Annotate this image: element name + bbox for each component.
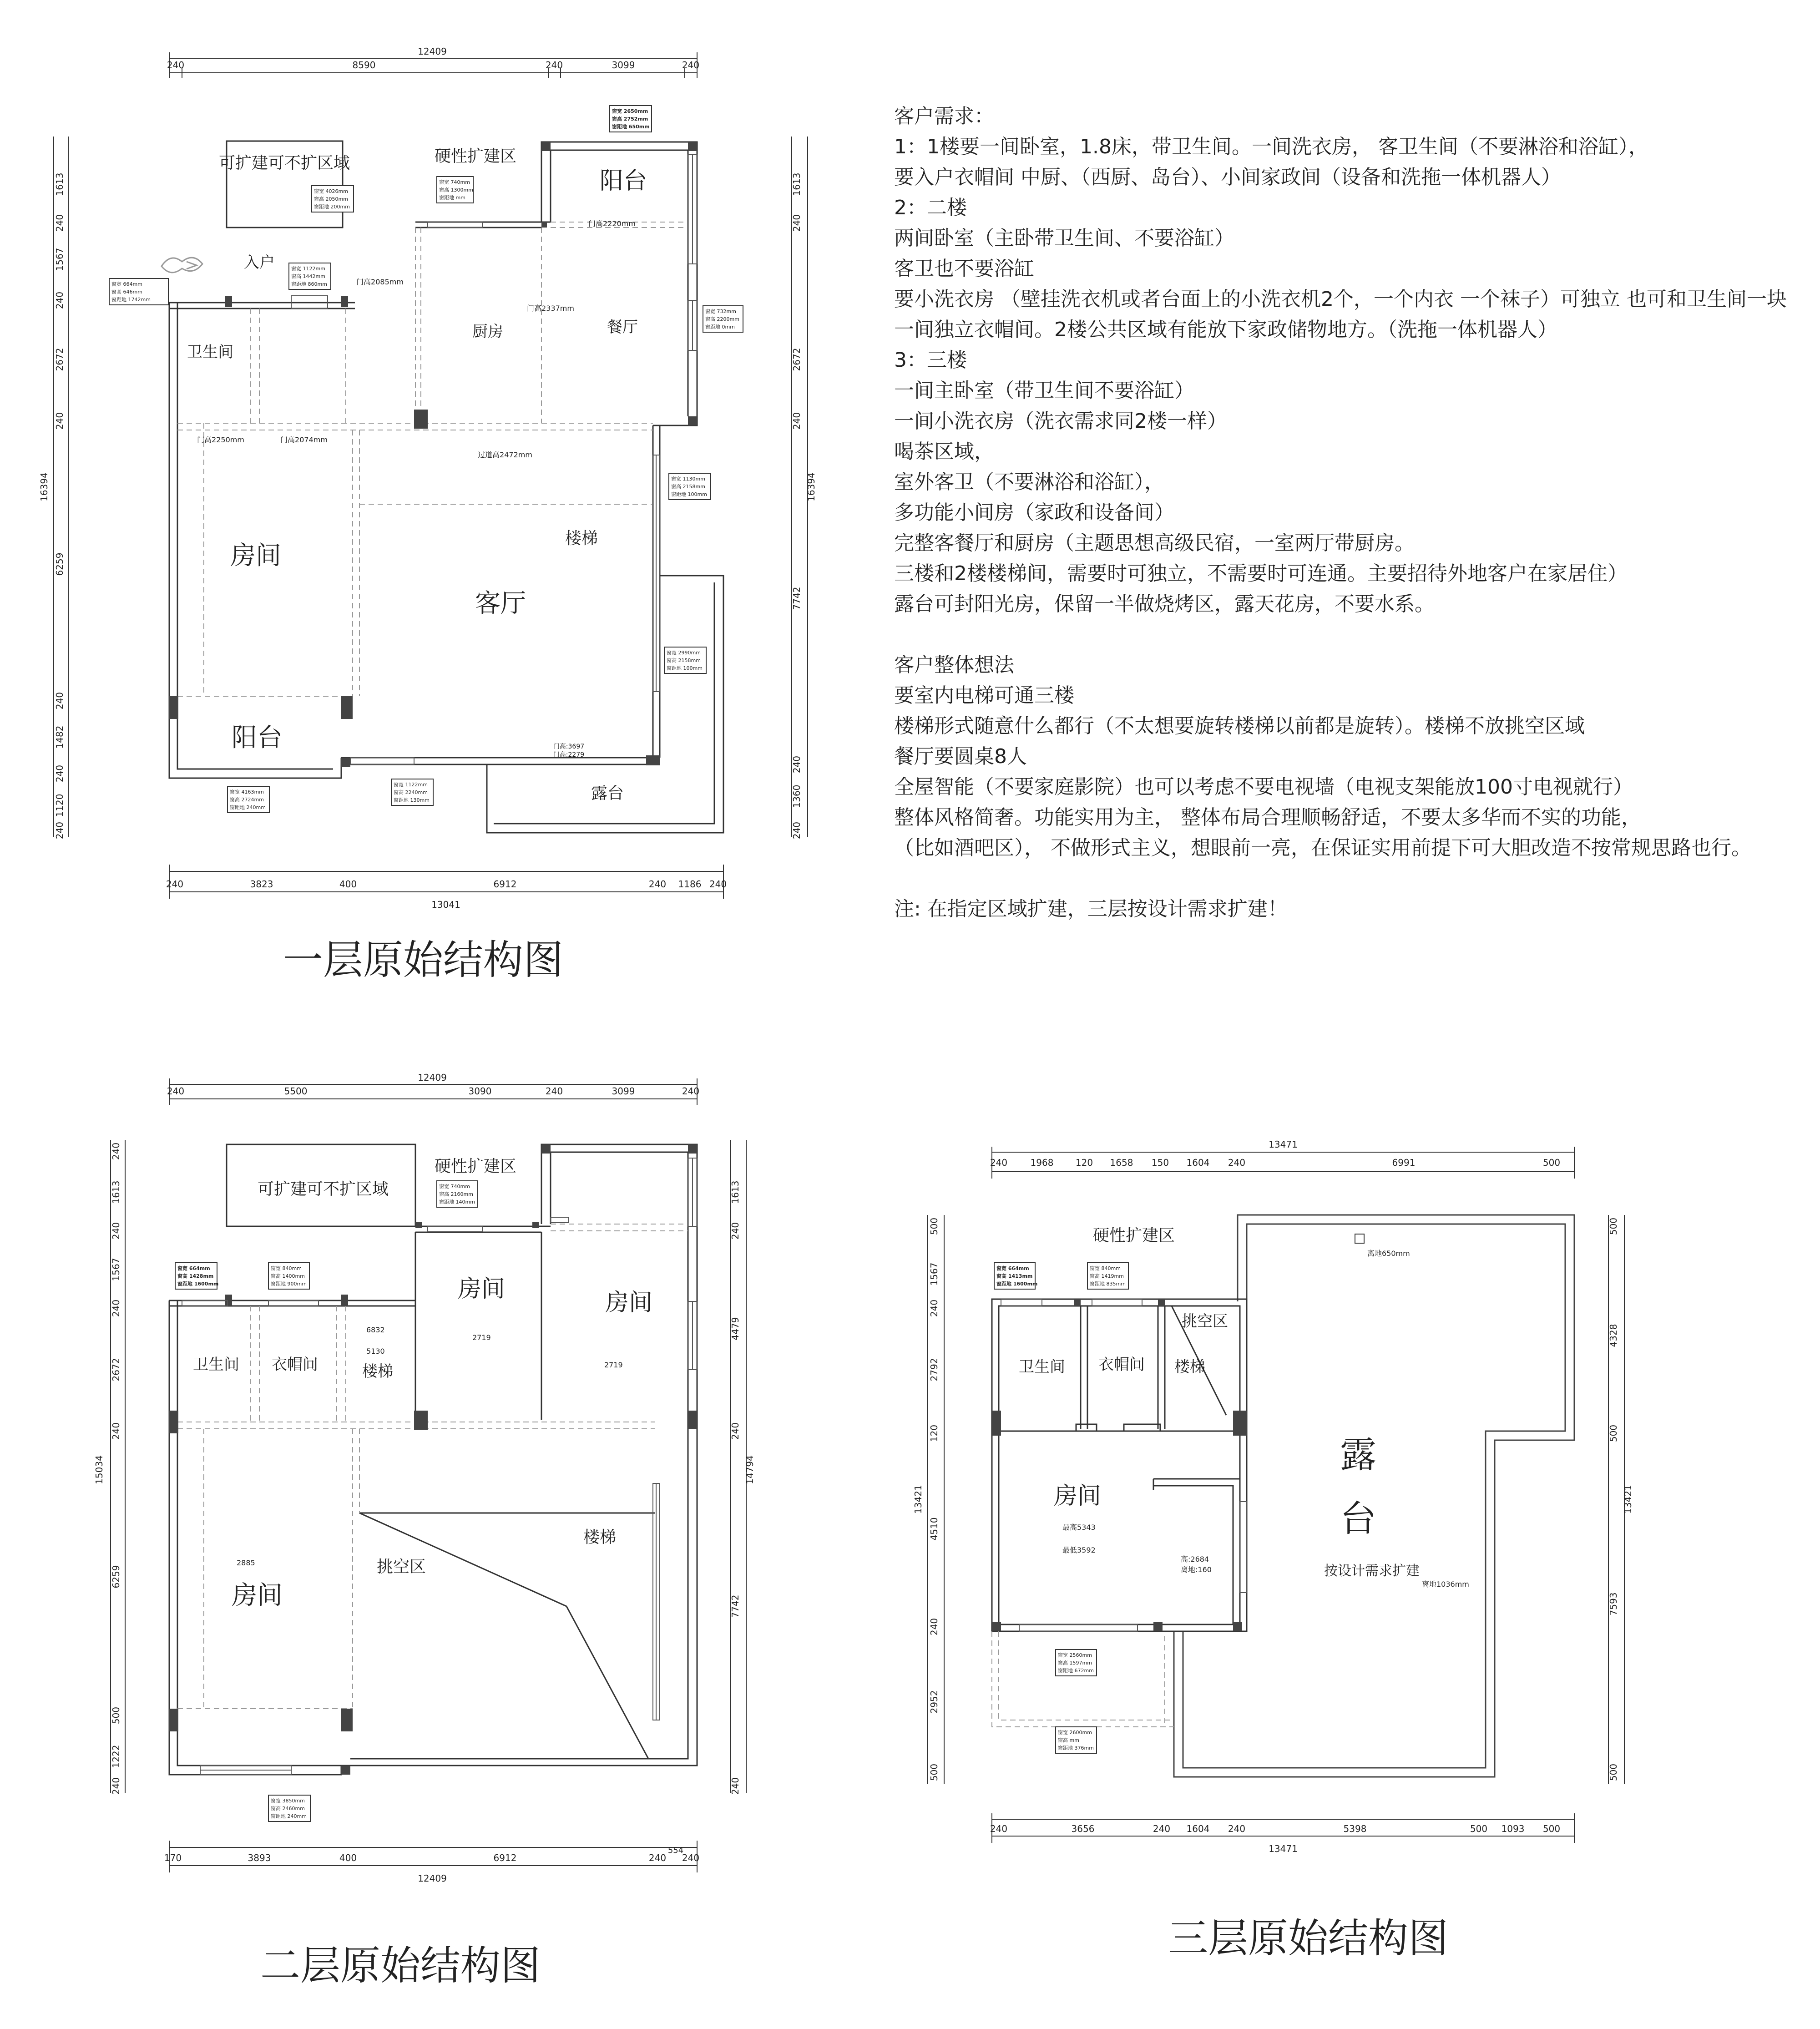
floor3-bottom-dim-8: 1093 — [1501, 1823, 1525, 1834]
floor2-bottom-dim-3: 400 — [339, 1852, 357, 1863]
floor1-left-dim-11: 1120 — [54, 794, 65, 817]
svg-text:窗高 1597mm: 窗高 1597mm — [1058, 1660, 1092, 1666]
floor1-window-box-2 — [312, 186, 354, 212]
floor2-right-dim-3: 4479 — [730, 1317, 741, 1341]
floor1-right-dim-1: 1613 — [791, 172, 802, 196]
floor1-left-total: 16394 — [39, 472, 50, 501]
floor2-note-2719a: 2719 — [472, 1333, 491, 1342]
svg-text:窗宽 2990mm: 窗宽 2990mm — [667, 650, 701, 656]
floor1-bottom-dim-6: 1186 — [678, 879, 702, 890]
floor3-window-box-3 — [1056, 1650, 1097, 1676]
floor2-title: 二层原始结构图 — [260, 1942, 541, 1989]
svg-text:窗高 1400mm: 窗高 1400mm — [271, 1273, 305, 1279]
req-spacer-1 — [894, 619, 1804, 650]
floor3-window-box-4 — [1056, 1727, 1097, 1753]
svg-text:窗距地 376mm: 窗距地 376mm — [1058, 1745, 1094, 1751]
req-line-1: 客户需求： — [894, 105, 994, 128]
floor1-window-box-5 — [109, 278, 168, 305]
floor2-label-expand-optional: 可扩建可不扩区域 — [257, 1180, 389, 1199]
svg-text:窗距地 1742mm: 窗距地 1742mm — [111, 297, 151, 303]
svg-text:窗高 mm: 窗高 mm — [1058, 1737, 1079, 1743]
floor1-window-box-7 — [669, 473, 711, 500]
floor1-left-dim-6: 240 — [54, 412, 65, 430]
svg-text:窗距地 835mm: 窗距地 835mm — [1090, 1281, 1126, 1287]
svg-text:窗宽 840mm: 窗宽 840mm — [1090, 1265, 1121, 1271]
floor3-top-dim-1: 240 — [990, 1157, 1008, 1168]
svg-text:窗高 1442mm: 窗高 1442mm — [291, 273, 325, 279]
req-line-15: 完整客餐厅和厨房（主题思想高级民宿，一室两厅带厨房。 — [894, 531, 1415, 555]
floor3-window-box-2 — [1087, 1263, 1128, 1289]
floor3-right-dim-1: 500 — [1608, 1217, 1619, 1235]
req-line-4: 2：二楼 — [894, 196, 967, 219]
floor1-window-box-4 — [289, 263, 331, 289]
floor2-window-box-4 — [268, 1795, 310, 1822]
floor2-label-room-c: 房间 — [232, 1581, 283, 1610]
floor3-dashed-lines — [992, 1631, 1174, 1727]
floor2-window-box-1 — [437, 1181, 478, 1207]
floor1-columns — [169, 142, 697, 767]
floor1-right-dim-7: 1360 — [791, 784, 802, 808]
svg-text:窗宽 664mm: 窗宽 664mm — [111, 281, 142, 287]
floor1-window-box-10 — [391, 779, 433, 805]
svg-text:窗宽 4026mm: 窗宽 4026mm — [314, 188, 348, 194]
floor3-left-dim-7: 240 — [929, 1618, 940, 1636]
floor2-left-dim-3: 240 — [111, 1222, 121, 1240]
svg-text:窗宽 740mm: 窗宽 740mm — [439, 179, 470, 185]
floor3-top-dim-4: 1658 — [1110, 1157, 1133, 1168]
floor1-left-dim-1: 1613 — [54, 172, 65, 196]
floor1-label-expand-optional: 可扩建可不扩区域 — [218, 154, 350, 172]
floor1-label-balcony-bottom: 阳台 — [232, 723, 283, 753]
floor3-label-terrace-2: 台 — [1340, 1498, 1376, 1540]
floor2-plan — [94, 1072, 755, 1989]
floor2-left-dim-5: 240 — [111, 1299, 121, 1317]
req-line-23: 全屋智能（不要家庭影院）也可以考虑不要电视墙（电视支架能放100寸电视就行） — [894, 775, 1633, 799]
svg-text:窗距地 672mm: 窗距地 672mm — [1058, 1668, 1094, 1674]
floor3-note-max-5343: 最高5343 — [1062, 1523, 1096, 1532]
entrance-arrow-icon — [162, 258, 202, 273]
floor3-bottom-dim-7: 500 — [1470, 1823, 1488, 1834]
floor2-left-dim-9: 500 — [111, 1706, 121, 1725]
floor3-bottom-dim-1: 240 — [990, 1823, 1008, 1834]
svg-text:窗宽 732mm: 窗宽 732mm — [705, 309, 736, 314]
svg-text:窗距地 100mm: 窗距地 100mm — [667, 665, 703, 671]
floor1-note-door-2220: 门高2220mm — [588, 219, 636, 228]
floor1-left-dim-8: 240 — [54, 692, 65, 710]
floor2-left-dim-11: 240 — [111, 1777, 121, 1795]
svg-text:窗高 2160mm: 窗高 2160mm — [439, 1191, 473, 1197]
floor2-right-dim-1: 1613 — [730, 1180, 741, 1204]
floor3-top-dim-6: 1604 — [1186, 1157, 1210, 1168]
floor2-top-dim-2: 5500 — [284, 1086, 308, 1097]
req-line-5: 两间卧室（主卧带卫生间、不要浴缸） — [894, 227, 1234, 250]
floor3-window-marks — [1001, 1299, 1247, 1631]
floor3-label-bathroom: 卫生间 — [1019, 1358, 1065, 1376]
floor2-bottom-dim-1: 170 — [164, 1852, 182, 1863]
req-line-16: 三楼和2楼楼梯间，需要时可独立，不需要时可连通。主要招待外地客户在家居住） — [894, 562, 1628, 585]
floor2-note-5130: 5130 — [366, 1347, 385, 1356]
floor3-bottom-dim-5: 240 — [1228, 1823, 1246, 1834]
floor3-walls — [992, 1299, 1247, 1631]
floor1-window-box-8 — [664, 647, 706, 673]
svg-text:窗宽 2560mm: 窗宽 2560mm — [1058, 1652, 1092, 1658]
floor1-bottom-dim-5: 240 — [648, 879, 667, 890]
floor1-right-total: 16394 — [806, 472, 817, 501]
svg-text:窗距地 100mm: 窗距地 100mm — [671, 491, 707, 497]
floor2-label-cloakroom: 衣帽间 — [272, 1356, 318, 1374]
floor2-top-dim-1: 240 — [167, 1086, 185, 1097]
svg-text:窗距地 860mm: 窗距地 860mm — [291, 281, 327, 287]
req-line-12: 喝茶区域， — [894, 440, 994, 463]
floor2-label-room-b: 房间 — [605, 1289, 653, 1316]
floor3-bottom-total: 13471 — [1269, 1843, 1298, 1854]
floor1-top-dim-4: 3099 — [612, 60, 635, 71]
floor1-top-total: 12409 — [418, 46, 447, 57]
req-line-7: 要小洗衣房 （壁挂洗衣机或者台面上的小洗衣机2个，一个内衣 一个袜子）可独立 也可和卫生间一块 — [894, 288, 1787, 311]
floor1-right-dim-6: 240 — [791, 755, 802, 774]
floor3-right-dim-5: 500 — [1608, 1763, 1619, 1781]
floor3-left-dim-3: 240 — [929, 1299, 940, 1317]
svg-text:窗距地 1600mm: 窗距地 1600mm — [996, 1281, 1038, 1287]
floor1-left-dim-9: 1482 — [54, 725, 65, 749]
floor3-note-ground-650: 离地650mm — [1367, 1249, 1410, 1258]
floor3-title: 三层原始结构图 — [1168, 1915, 1449, 1962]
req-line-27: 注: 在指定区域扩建，三层按设计需求扩建！ — [894, 897, 1288, 921]
floor1-label-dining: 餐厅 — [607, 318, 638, 336]
floor2-bottom-dim-6: 554 — [667, 1846, 684, 1855]
floor1-top-dim-5: 240 — [682, 60, 700, 71]
floor3-top-dim-3: 120 — [1075, 1157, 1093, 1168]
floor2-window-marks — [182, 1158, 697, 1775]
floor3-note-ground-1036: 离地1036mm — [1422, 1580, 1469, 1589]
floor2-top-dim-3: 3090 — [468, 1086, 492, 1097]
floor3-bottom-dim-3: 240 — [1153, 1823, 1171, 1834]
floor2-bottom-dim-2: 3893 — [248, 1852, 271, 1863]
floor3-left-dim-5: 120 — [929, 1424, 940, 1442]
floor1-right-dim-3: 2672 — [791, 348, 802, 371]
req-line-6: 客卫也不要浴缸 — [894, 257, 1034, 280]
floor3-top-dim-7: 240 — [1228, 1157, 1246, 1168]
req-line-3: 要入户衣帽间 中厨、（西厨、岛台）、小间家政间（设备和洗拖一体机器人） — [894, 166, 1561, 189]
floor3-bottom-dim-9: 500 — [1542, 1823, 1561, 1834]
floor2-label-hard-expand: 硬性扩建区 — [434, 1157, 517, 1176]
svg-text:窗距地 130mm: 窗距地 130mm — [394, 797, 430, 803]
floor1-title: 一层原始结构图 — [283, 936, 564, 983]
floor2-left-dim-7: 240 — [111, 1422, 121, 1440]
floor1-note-door-2250: 门高2250mm — [197, 435, 244, 444]
svg-text:窗宽 2600mm: 窗宽 2600mm — [1058, 1730, 1092, 1736]
svg-text:窗高 2460mm: 窗高 2460mm — [271, 1806, 305, 1811]
floor1-left-dim-2: 240 — [54, 214, 65, 232]
svg-text:窗高 2724mm: 窗高 2724mm — [230, 797, 264, 803]
floor3-bottom-dim-4: 1604 — [1186, 1823, 1210, 1834]
req-line-25: （比如酒吧区）， 不做形式主义，想眼前一亮，在保证实用前提下可大胆改造不按常规思路也行。 — [894, 836, 1751, 860]
floor1-label-bathroom: 卫生间 — [187, 343, 233, 361]
req-line-17: 露台可封阳光房，保留一半做烧烤区，露天花房，不要水系。 — [894, 592, 1435, 616]
floor2-bottom-dim-4: 6912 — [493, 1852, 517, 1863]
floor1-right-dim-8: 240 — [791, 821, 802, 840]
floor3-label-terrace-note: 按设计需求扩建 — [1324, 1563, 1420, 1579]
floor2-label-stairs: 楼梯 — [583, 1528, 617, 1547]
floor2-right-dim-6: 240 — [730, 1777, 741, 1795]
floor1-left-dim-3: 1567 — [54, 248, 65, 271]
floor3-left-total: 13421 — [913, 1485, 924, 1514]
svg-text:窗高 1419mm: 窗高 1419mm — [1090, 1273, 1124, 1279]
floor3-top-dim-5: 150 — [1151, 1157, 1169, 1168]
svg-text:窗距地 1600mm: 窗距地 1600mm — [177, 1281, 219, 1287]
svg-text:窗高 1413mm: 窗高 1413mm — [996, 1273, 1033, 1279]
svg-text:窗宽 3850mm: 窗宽 3850mm — [271, 1798, 305, 1804]
svg-text:窗宽 740mm: 窗宽 740mm — [439, 1184, 470, 1189]
floor3-bottom-dim-6: 5398 — [1343, 1823, 1367, 1834]
svg-text:窗距地 650mm: 窗距地 650mm — [612, 124, 650, 130]
svg-text:窗宽 1130mm: 窗宽 1130mm — [671, 476, 705, 482]
floor2-left-dim-6: 2672 — [111, 1358, 121, 1381]
floor2-top-dim-4: 240 — [545, 1086, 563, 1097]
floor3-top-dim-9: 500 — [1542, 1157, 1561, 1168]
svg-text:窗距地 240mm: 窗距地 240mm — [230, 805, 266, 810]
svg-text:窗高 2752mm: 窗高 2752mm — [612, 116, 648, 122]
floor3-note-min-3592: 最低3592 — [1062, 1546, 1096, 1554]
svg-text:窗高 2050mm: 窗高 2050mm — [314, 196, 348, 202]
floor2-note-2885: 2885 — [237, 1558, 255, 1567]
floor2-top-dim-5: 3099 — [612, 1086, 635, 1097]
floor3-label-room: 房间 — [1053, 1483, 1102, 1510]
floor2-right-dim-2: 240 — [730, 1222, 741, 1240]
req-line-24: 整体风格简奢。功能实用为主， 整体布局合理顺畅舒适，不要太多华而不实的功能， — [894, 806, 1641, 829]
floor1-top-dim-3: 240 — [545, 60, 563, 71]
svg-text:窗距地 140mm: 窗距地 140mm — [439, 1199, 475, 1205]
floor2-label-void: 挑空区 — [376, 1558, 426, 1576]
req-line-10: 一间主卧室（带卫生间不要浴缸） — [894, 379, 1194, 402]
floor2-left-dim-2: 1613 — [111, 1180, 121, 1204]
floor3-left-dim-8: 2952 — [929, 1690, 940, 1714]
floor2-left-dim-10: 1222 — [111, 1745, 121, 1768]
floor2-left-total: 15034 — [94, 1455, 105, 1484]
floor1-window-marks — [291, 155, 697, 764]
floor1-bottom-total: 13041 — [431, 899, 460, 910]
floor3-note-height-2684: 高:2684 — [1181, 1555, 1209, 1563]
floor3-vent-marker — [1355, 1234, 1364, 1243]
svg-text:窗高 2240mm: 窗高 2240mm — [394, 789, 428, 795]
floor1-window-box-9 — [228, 786, 269, 813]
floor1-bottom-dim-3: 400 — [339, 879, 357, 890]
floor1-note-door-2279: 门高:2279 — [553, 751, 585, 759]
svg-text:窗宽 2650mm: 窗宽 2650mm — [612, 108, 648, 114]
floor2-note-2719b: 2719 — [604, 1361, 623, 1369]
floor1-left-dim-12: 240 — [54, 821, 65, 840]
floor1-window-box-1 — [610, 106, 652, 132]
svg-text:窗高 2200mm: 窗高 2200mm — [705, 316, 739, 322]
floor3-columns — [992, 1299, 1247, 1631]
svg-text:窗宽 4163mm: 窗宽 4163mm — [230, 789, 264, 795]
floor1-label-terrace: 露台 — [591, 784, 624, 803]
floor1-left-dim-10: 240 — [54, 764, 65, 783]
floor3-label-cloakroom: 衣帽间 — [1098, 1356, 1145, 1374]
floor1-label-balcony-top: 阳台 — [599, 167, 647, 195]
svg-text:窗高 1300mm: 窗高 1300mm — [439, 187, 473, 193]
floor3-label-terrace-1: 露 — [1340, 1434, 1376, 1476]
svg-text:窗宽 664mm: 窗宽 664mm — [996, 1265, 1029, 1271]
floor2-walls — [169, 1144, 697, 1775]
floor1-left-dim-4: 240 — [54, 291, 65, 309]
floor2-left-dim-8: 6259 — [111, 1565, 121, 1589]
req-line-22: 餐厅要圆桌8人 — [894, 745, 1027, 768]
floor3-left-dim-1: 500 — [929, 1217, 940, 1235]
floor3-plan — [913, 1139, 1633, 1962]
floor3-left-dim-2: 1567 — [929, 1262, 940, 1286]
floor1-label-living: 客厅 — [475, 589, 526, 618]
svg-text:窗高 646mm: 窗高 646mm — [111, 289, 142, 295]
floor1-label-stairs: 楼梯 — [565, 529, 598, 548]
svg-text:窗高 1428mm: 窗高 1428mm — [177, 1273, 214, 1279]
req-line-13: 室外客卫（不要淋浴和浴缸）， — [894, 471, 1164, 494]
svg-text:窗距地 0mm: 窗距地 0mm — [705, 324, 735, 330]
svg-text:窗宽 1122mm: 窗宽 1122mm — [291, 266, 325, 272]
req-line-2: 1：1楼要一间卧室，1.8床，带卫生间。一间洗衣房， 客卫生间（不要淋浴和浴缸）， — [894, 135, 1648, 158]
floor1-bottom-dim-4: 6912 — [493, 879, 517, 890]
floor2-bottom-dim-7: 240 — [682, 1852, 700, 1863]
floor2-right-dim-4: 240 — [730, 1422, 741, 1440]
floor3-left-dim-4: 2792 — [929, 1358, 940, 1381]
floor1-right-dim-2: 240 — [791, 214, 802, 232]
floor1-window-box-6 — [703, 306, 743, 332]
floor1-bottom-dim-7: 240 — [709, 879, 727, 890]
floor2-bottom-total: 12409 — [418, 1873, 447, 1884]
floor1-label-hard-expand: 硬性扩建区 — [434, 147, 517, 166]
floor1-bottom-dim-1: 240 — [166, 879, 184, 890]
floor3-bottom-dim-2: 3656 — [1071, 1823, 1095, 1834]
req-line-11: 一间小洗衣房（洗衣需求同2楼一样） — [894, 410, 1227, 433]
floor3-right-dim-3: 500 — [1608, 1424, 1619, 1442]
floor2-columns — [169, 1144, 697, 1775]
floor1-note-door-2085: 门高2085mm — [356, 278, 404, 286]
floor3-left-dim-9: 500 — [929, 1763, 940, 1781]
svg-text:窗距地 mm: 窗距地 mm — [439, 195, 465, 201]
floor1-left-dim-7: 6259 — [54, 552, 65, 576]
floor1-note-door-3697: 门高:3697 — [553, 743, 585, 750]
floor3-right-dim-4: 7593 — [1608, 1592, 1619, 1616]
floor1-top-dim-2: 8590 — [352, 60, 376, 71]
floor3-label-stairs: 楼梯 — [1174, 1358, 1205, 1376]
floor2-right-dim-5: 7742 — [730, 1594, 741, 1618]
svg-text:窗高 2158mm: 窗高 2158mm — [671, 484, 705, 490]
floor3-label-hard-expand: 硬性扩建区 — [1092, 1226, 1175, 1245]
floor1-label-entrance: 入户 — [244, 253, 275, 272]
floor1-note-door-2337: 门高2337mm — [527, 304, 574, 313]
floor1-left-dim-5: 2672 — [54, 348, 65, 371]
floor2-note-6832: 6832 — [366, 1326, 385, 1334]
floor3-left-dim-6: 4510 — [929, 1517, 940, 1541]
req-line-8: 一间独立衣帽间。2楼公共区域有能放下家政储物地方。（洗拖一体机器人） — [894, 318, 1557, 341]
floor3-note-ground-160: 离地:160 — [1181, 1565, 1212, 1574]
floor3-window-box-1 — [994, 1263, 1037, 1289]
floor3-right-dimensions — [1608, 1215, 1624, 1784]
svg-text:窗距地 900mm: 窗距地 900mm — [271, 1281, 307, 1287]
floor1-dashed-lines — [177, 222, 688, 696]
svg-text:窗距地 200mm: 窗距地 200mm — [314, 204, 350, 210]
svg-text:窗宽 840mm: 窗宽 840mm — [271, 1265, 302, 1271]
floor1-label-room: 房间 — [230, 541, 281, 571]
floor1-right-dimensions — [791, 137, 808, 840]
floor1-top-dim-1: 240 — [167, 60, 185, 71]
floor1-plan — [39, 46, 817, 983]
svg-text:窗高 2158mm: 窗高 2158mm — [667, 658, 701, 663]
floor1-label-kitchen: 厨房 — [472, 323, 503, 341]
floor1-window-box-3 — [437, 177, 473, 203]
floor2-top-total: 12409 — [418, 1072, 447, 1083]
floor3-label-void: 挑空区 — [1182, 1312, 1228, 1331]
floor1-note-door-2074: 门高2074mm — [280, 435, 328, 444]
floor3-top-dim-8: 6991 — [1392, 1157, 1416, 1168]
floor2-window-box-3 — [268, 1263, 309, 1289]
req-line-14: 多功能小间房（家政和设备间） — [894, 501, 1174, 524]
floor1-note-beam-2472: 过道高2472mm — [478, 450, 532, 459]
req-line-9: 3：三楼 — [894, 349, 967, 372]
floor2-top-dim-6: 240 — [682, 1086, 700, 1097]
floor2-label-bathroom: 卫生间 — [193, 1356, 239, 1374]
svg-text:窗宽 1122mm: 窗宽 1122mm — [394, 782, 428, 788]
svg-text:窗宽 664mm: 窗宽 664mm — [177, 1265, 210, 1271]
client-requirements-notes — [894, 101, 1804, 924]
floor2-window-box-2 — [175, 1263, 218, 1289]
floor1-bottom-dim-2: 3823 — [250, 879, 273, 890]
floor2-label-stairs-top: 楼梯 — [362, 1362, 393, 1381]
floor1-right-dim-5: 7742 — [791, 587, 802, 610]
req-line-21: 楼梯形式随意什么都行（不太想要旋转楼梯以前都是旋转）。楼梯不放挑空区域 — [894, 714, 1585, 738]
floor3-right-total: 13421 — [1623, 1485, 1633, 1514]
req-line-20: 要室内电梯可通三楼 — [894, 684, 1074, 707]
floor3-right-dim-2: 4328 — [1608, 1324, 1619, 1347]
floor2-right-total: 14794 — [744, 1455, 755, 1484]
floor1-right-dim-4: 240 — [791, 412, 802, 430]
floor2-left-dim-1: 240 — [111, 1142, 121, 1160]
floor2-bottom-dim-5: 240 — [648, 1852, 667, 1863]
svg-text:窗距地 240mm: 窗距地 240mm — [271, 1813, 307, 1819]
floor3-top-total: 13471 — [1269, 1139, 1298, 1150]
floor2-left-dim-4: 1567 — [111, 1258, 121, 1281]
floor3-top-dim-2: 1968 — [1030, 1157, 1054, 1168]
req-spacer-2 — [894, 863, 1804, 894]
req-line-19: 客户整体想法 — [894, 653, 1014, 677]
floor2-label-room-a: 房间 — [457, 1275, 506, 1303]
